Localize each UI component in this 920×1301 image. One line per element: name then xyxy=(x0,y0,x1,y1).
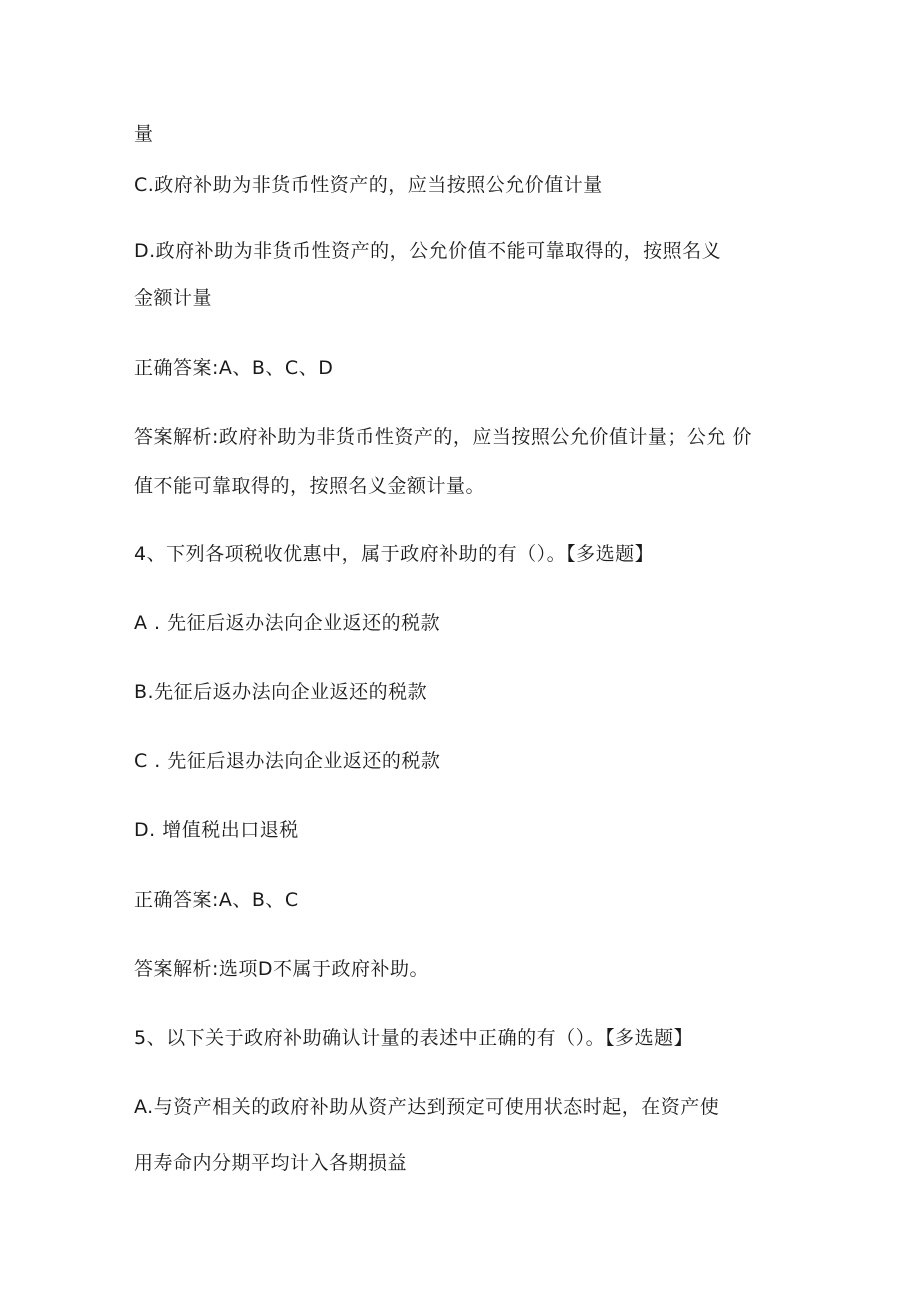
option-d-continued: 金额计量 xyxy=(134,287,213,309)
answer-explanation: 答案解析:政府补助为非货币性资产的，应当按照公允价值计量；公允 价 xyxy=(134,426,752,448)
option-a-continued: 用寿命内分期平均计入各期损益 xyxy=(134,1152,408,1174)
option-a: A . 先征后返办法向企业返还的税款 xyxy=(134,612,441,634)
question-5: 5、以下关于政府补助确认计量的表述中正确的有（）。【多选题】 xyxy=(134,1027,694,1049)
option-d: D. 增值税出口退税 xyxy=(134,819,299,841)
correct-answer: 正确答案:A、B、C xyxy=(134,889,299,911)
answer-explanation: 答案解析:选项D不属于政府补助。 xyxy=(134,958,430,980)
continued-text: 量 xyxy=(134,123,154,145)
correct-answer: 正确答案:A、B、C、D xyxy=(134,357,334,379)
question-4: 4、下列各项税收优惠中，属于政府补助的有（）。【多选题】 xyxy=(134,543,655,565)
option-d: D.政府补助为非货币性资产的，公允价值不能可靠取得的，按照名义 xyxy=(134,240,722,262)
option-a: A.与资产相关的政府补助从资产达到预定可使用状态时起，在资产使 xyxy=(134,1096,720,1118)
answer-explanation-continued: 值不能可靠取得的，按照名义金额计量。 xyxy=(134,475,486,497)
option-c: C.政府补助为非货币性资产的，应当按照公允价值计量 xyxy=(134,174,603,196)
option-b: B.先征后返办法向企业返还的税款 xyxy=(134,681,428,703)
option-c: C . 先征后退办法向企业返还的税款 xyxy=(134,750,441,772)
